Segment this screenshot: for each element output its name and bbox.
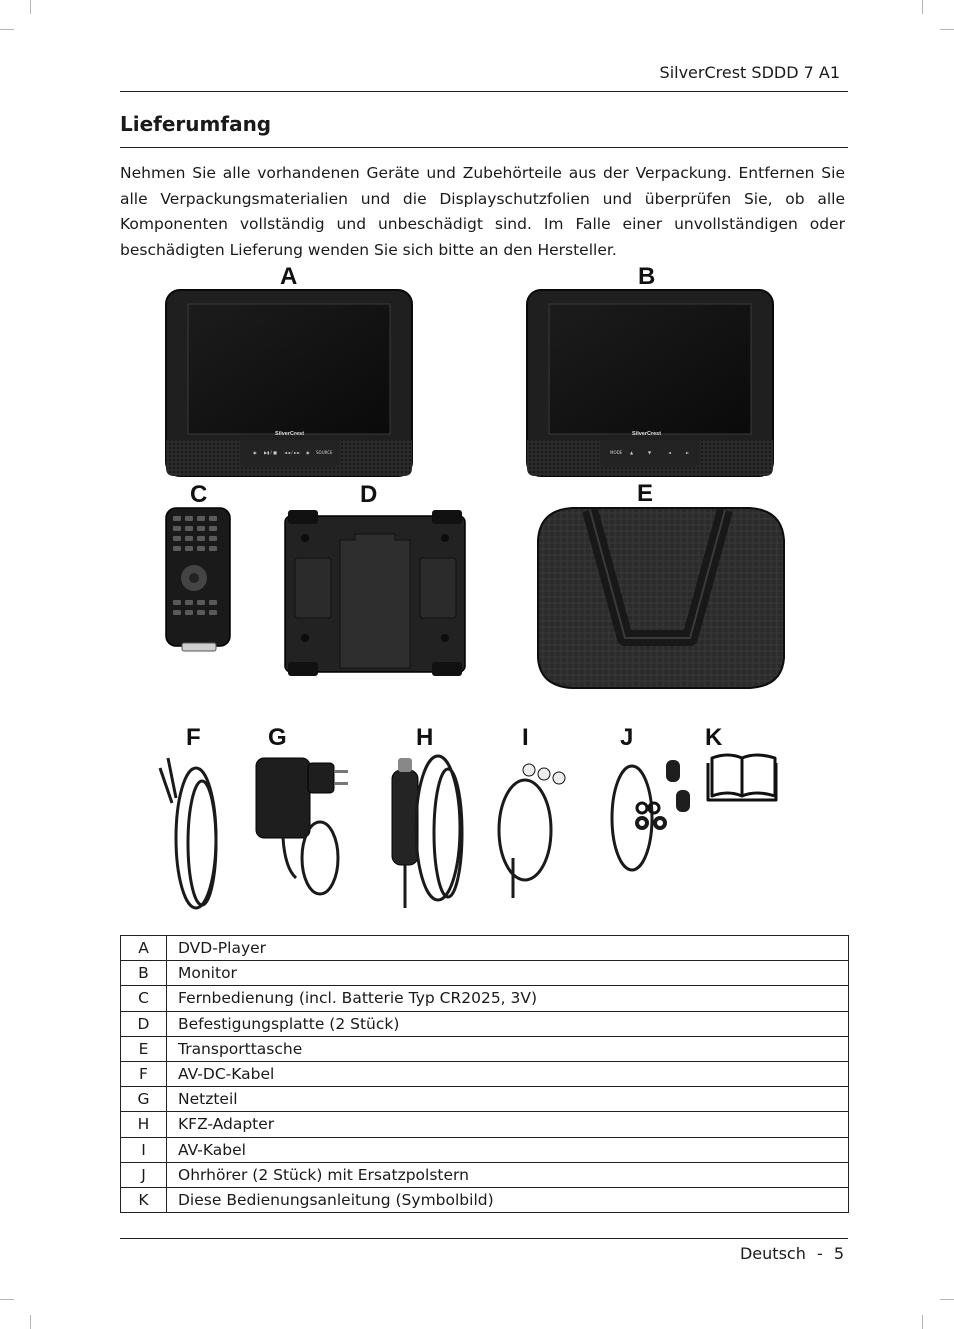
table-row: [121, 1112, 849, 1137]
page-footer: [740, 1244, 844, 1263]
footer-separator: -: [816, 1244, 823, 1263]
monitor-button-3: ▼: [648, 450, 652, 455]
part-key: E: [121, 1036, 167, 1061]
part-key: H: [121, 1112, 167, 1137]
part-description: DVD-Player: [167, 936, 849, 961]
crop-mark: [940, 1299, 954, 1300]
table-row: [121, 1036, 849, 1061]
part-description: Fernbedienung (incl. Batterie Typ CR2025, 3V): [167, 986, 849, 1011]
label-g: G: [268, 724, 287, 751]
monitor-button-4: ◄: [668, 450, 672, 455]
dvd-button-3: ◄◄ / ►►: [284, 450, 301, 455]
label-f: F: [186, 724, 201, 751]
intro-paragraph: Nehmen Sie alle vorhandenen Geräte und Zubehörteile aus der Verpackung. Entfernen Sie alle Verpackungsmaterialien und die Displayschutzfolien und überprüfen Sie, ob alle Komponenten vollständig und unbeschädigt sind. Im Falle einer unvollständigen oder beschädigten Lieferung wenden Sie sich bitte an den Hersteller.: [120, 164, 845, 259]
part-key: C: [121, 986, 167, 1011]
monitor-button-1: MODE: [610, 450, 623, 455]
table-row: [121, 936, 849, 961]
table-row: [121, 1011, 849, 1036]
monitor-button-5: ►: [686, 450, 690, 455]
part-description: AV-Kabel: [167, 1137, 849, 1162]
part-key: F: [121, 1061, 167, 1086]
dvd-button-2: ▶▮ / ■: [264, 450, 277, 455]
label-e: E: [637, 480, 654, 507]
transport-bag-image: [538, 508, 784, 688]
part-key: I: [121, 1137, 167, 1162]
crop-mark: [0, 1299, 14, 1300]
mounting-plate-image: [285, 510, 465, 676]
crop-mark: [30, 0, 31, 14]
label-j: J: [620, 724, 634, 751]
label-c: C: [190, 481, 208, 508]
crop-mark: [922, 1315, 923, 1329]
part-description: AV-DC-Kabel: [167, 1061, 849, 1086]
part-key: B: [121, 961, 167, 986]
dvd-button-1: ◉: [253, 450, 257, 455]
footer-language: Deutsch: [739, 1244, 806, 1263]
package-contents-figure: [120, 258, 848, 926]
table-row: [121, 1187, 849, 1212]
part-key: G: [121, 1087, 167, 1112]
part-key: J: [121, 1162, 167, 1187]
dvd-button-4: ◉: [306, 450, 310, 455]
table-row: [121, 986, 849, 1011]
header-rule: [120, 91, 848, 92]
book-icon: [708, 755, 776, 800]
table-row: [121, 1137, 849, 1162]
crop-mark: [940, 29, 954, 30]
label-k: K: [705, 724, 723, 751]
av-cable-image: [499, 764, 565, 898]
label-b: B: [638, 263, 656, 290]
part-description: Befestigungsplatte (2 Stück): [167, 1011, 849, 1036]
car-adapter-image: [392, 756, 462, 908]
part-description: KFZ-Adapter: [167, 1112, 849, 1137]
table-row: [121, 1162, 849, 1187]
monitor-brand: SilverCrest: [632, 431, 662, 437]
power-adapter-image: [256, 758, 348, 894]
monitor-button-2: ▲: [630, 450, 634, 455]
part-key: A: [121, 936, 167, 961]
dvd-player-brand: SilverCrest: [275, 431, 305, 437]
footer-rule: [120, 1238, 848, 1239]
dvd-button-5: SOURCE: [316, 450, 333, 455]
table-row: [121, 961, 849, 986]
parts-table: [120, 935, 849, 1213]
title-rule: [120, 147, 848, 148]
table-row: [121, 1087, 849, 1112]
part-key: D: [121, 1011, 167, 1036]
crop-mark: [0, 29, 14, 30]
page-number: 5: [833, 1244, 844, 1263]
earphones-image: [612, 760, 690, 870]
crop-mark: [30, 1315, 31, 1329]
table-row: [121, 1061, 849, 1086]
running-header: SilverCrest SDDD 7 A1: [659, 63, 840, 82]
part-description: Ohrhörer (2 Stück) mit Ersatzpolstern: [167, 1162, 849, 1187]
part-description: Diese Bedienungsanleitung (Symbolbild): [167, 1187, 849, 1212]
part-description: Netzteil: [167, 1087, 849, 1112]
label-a: A: [280, 263, 298, 290]
monitor-image: [527, 290, 773, 476]
label-h: H: [416, 724, 434, 751]
section-title: Lieferumfang: [120, 112, 272, 136]
part-description: Monitor: [167, 961, 849, 986]
part-description: Transporttasche: [167, 1036, 849, 1061]
part-key: K: [121, 1187, 167, 1212]
remote-control-image: [166, 508, 230, 651]
crop-mark: [922, 0, 923, 14]
label-i: I: [522, 724, 529, 751]
dvd-player-image: [166, 290, 412, 476]
label-d: D: [360, 481, 378, 508]
av-dc-cable-image: [160, 758, 216, 908]
